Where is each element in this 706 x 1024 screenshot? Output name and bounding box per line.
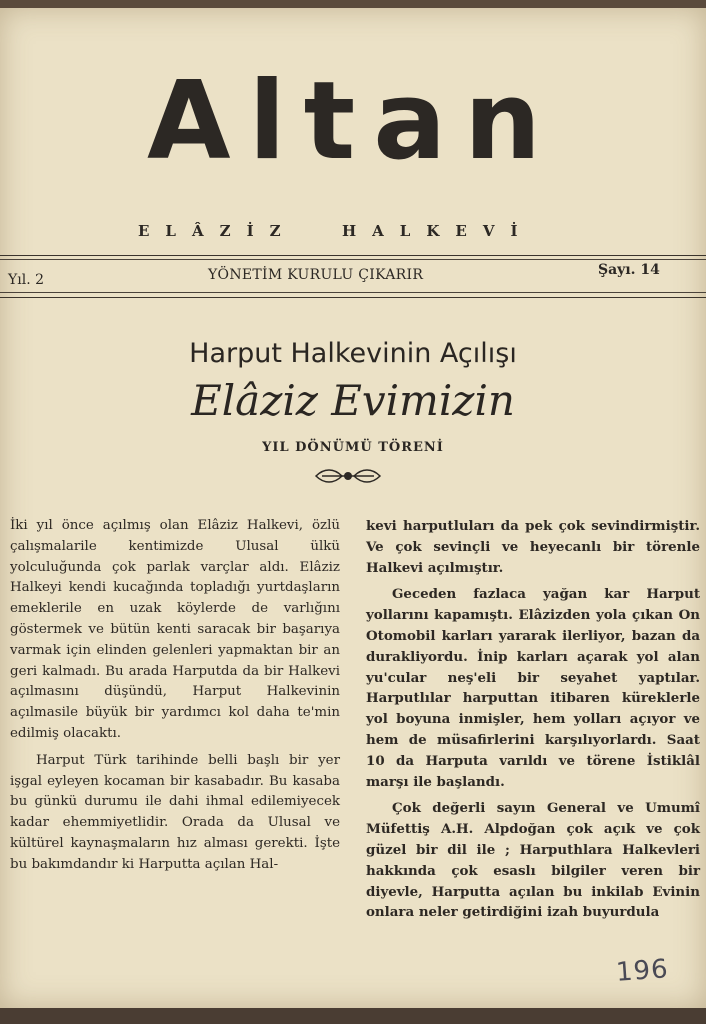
ornament-divider-icon [314,466,382,486]
top-rule-thin [0,259,706,260]
article-left-column [10,516,340,882]
right-paragraph-1: kevi harputluları da pek çok sevindirmiştir. Ve çok sevinçli ve heyecanlı bir törenle Halkevi açılmıştır. [366,518,700,576]
subtitle-city: ELÂZİZ [138,222,297,240]
year-label: Yıl. 2 [8,272,45,288]
left-paragraph-1: İki yıl önce açılmış olan Elâziz Halkevi, özlü çalışmalarile kentimizde Ulusal ülkü yolculuğunda çok parlak varçlar aldı. Elâziz Halkeyi kendi kucağında topladığı yurtdaşların emeklerile en uzak köylerde de varlığını göstermek ve bütün kenti saracak bir başarıya varmak için elinden gelenleri yapmaktan bir an geri kalmadı. Bu arada Harputda da bir Halkevi açılmasını düşündü, Harput Halkevinin açılmasile büyük bir yardımcı kol daha te'min edilmiş olacaktı. [10,518,340,741]
subtitle-halkevi: HALKEVİ [342,222,534,240]
right-paragraph-2: Geceden fazlaca yağan kar Harput yollarını kapamıştı. Elâzizden yola çıkan On Otomobil karları yararak ilerliyor, bazan da durakliyordu. İnip karları açarak yol alan yu'cular neş'eli bir seyahet yaptılar. Harputlılar harputtan itibaren küreklerle yol boyuna inmişler, hem yolları açıyor ve hem de müsafirlerini karşılıyorlardı. Saat 10 da Harputa varıldı ve törene İstiklâl marşı ile başlandı. [366,586,700,790]
bottom-rule-thin [0,292,706,293]
article-right-column [366,516,700,929]
article-headline-italic: Elâziz Evimizin [191,376,515,425]
right-paragraph-3: Çok değerli sayın General ve Umumî Müfettiş A.H. Alpdoğan çok açık ve çok güzel bir dil ile ; Harputhlara Halkevleri hakkında çok esaslı bilgiler veren bir diyevle, Harputta açılan bu inkilab Evinin onlara neler getirdiğini izah buyurdula [366,800,700,921]
issue-info-row [0,262,706,286]
handwritten-page-number: 196 [615,954,670,988]
publisher-label: YÖNETİM KURULU ÇIKARIR [208,267,424,283]
left-paragraph-2: Harput Türk tarihinde belli başlı bir yer işgal eyleyen kocaman bir kasabadır. Bu kasaba bu günkü durumu ile dahi ihmal edilemiyecek kadar ehemmiyetlidir. Orada da Ulusal ve kültürel kaynaşmaların hız alması gerekti. İşte bu bakımdandır ki Harputta açılan Hal- [10,752,340,872]
binding-edge [0,1008,706,1024]
article-subhead: YIL DÖNÜMÜ TÖRENİ [262,440,444,455]
issue-number: Şayı. 14 [598,262,660,278]
top-rule [0,255,706,256]
masthead-subtitle [0,222,706,246]
bottom-rule [0,297,706,298]
masthead-title: Altan [147,59,559,184]
article-headline: Harput Halkevinin Açılışı [189,338,517,369]
